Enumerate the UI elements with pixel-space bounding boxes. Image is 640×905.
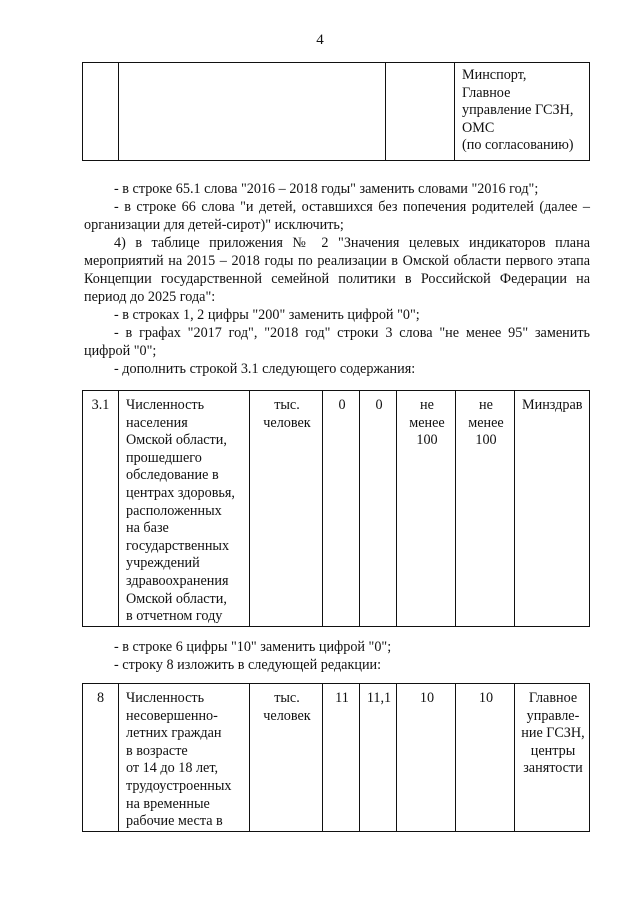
cell-line: на временные	[126, 795, 210, 812]
cell-line: занятости	[523, 760, 583, 777]
cell-line: несовершенно-	[126, 707, 218, 724]
cell-line: государственных	[126, 537, 230, 554]
cell-line: Главное	[462, 84, 511, 101]
cell-line: Омской области,	[126, 590, 227, 607]
value-2015: 0	[338, 397, 346, 413]
row-number-cell	[83, 391, 119, 627]
unit-cell	[250, 391, 323, 627]
cell-line: центры	[530, 742, 576, 759]
cell-line: 100	[416, 432, 438, 449]
cell-line: управле-	[526, 707, 580, 724]
value-2018-cell	[456, 684, 515, 832]
cell-line: Омской области,	[126, 432, 227, 449]
cell-line: 100	[475, 432, 497, 449]
responsible-cell	[515, 391, 590, 627]
paragraph-8: - строку 8 изложить в следующей редакции:	[114, 657, 382, 673]
table-cell	[83, 63, 119, 161]
table-row	[83, 684, 590, 832]
value-2018: 10	[478, 690, 494, 706]
cell-line: прошедшего	[126, 449, 202, 466]
cell-line: не	[479, 397, 493, 413]
table-cell	[119, 63, 386, 161]
description-cell	[119, 684, 250, 832]
top-table	[82, 62, 590, 161]
cell-line: на базе	[126, 520, 169, 537]
value-2017-cell	[397, 684, 456, 832]
cell-line: тыс.	[274, 690, 300, 706]
value-2017-cell	[397, 391, 456, 627]
value-2016-cell	[360, 684, 397, 832]
cell-line: расположенных	[126, 502, 222, 519]
value-2016-cell	[360, 391, 397, 627]
row-number-cell	[83, 684, 119, 832]
cell-line: тыс.	[274, 397, 300, 413]
row-8-table	[82, 683, 590, 832]
paragraph-4: - в строках 1, 2 цифры "200" заменить цифрой "0";	[114, 307, 420, 323]
cell-line: трудоустроенных	[126, 777, 232, 794]
cell-line: не	[420, 397, 434, 413]
cell-line: Главное	[528, 690, 578, 706]
row-number: 3.1	[91, 397, 110, 413]
cell-line: управление ГСЗН,	[462, 102, 574, 119]
unit-cell	[250, 684, 323, 832]
cell-line: учреждений	[126, 555, 200, 572]
value-2017: 10	[419, 690, 435, 706]
table-row	[83, 63, 590, 161]
cell-line: в отчетном году	[126, 608, 223, 625]
paragraph-5: - в графах "2017 год", "2018 год" строки 3 слова "не менее 95" заменить цифрой "0";	[84, 325, 590, 359]
cell-line: Численность	[126, 397, 205, 413]
cell-line: ОМС	[462, 119, 495, 136]
cell-line: Минспорт,	[462, 67, 527, 83]
responsible: Минздрав	[522, 397, 583, 413]
cell-line: менее	[468, 414, 504, 431]
paragraph-2: - в строке 66 слова "и детей, оставшихся без попечения родителей (далее – организации для детей-сирот)" исключить;	[84, 199, 590, 233]
row-3-1-table	[82, 390, 590, 627]
cell-line: населения	[126, 414, 188, 431]
value-2018-cell	[456, 391, 515, 627]
cell-line: человек	[263, 414, 311, 431]
responsible-cell	[455, 63, 590, 161]
table-cell	[386, 63, 455, 161]
cell-line: ние ГСЗН,	[521, 725, 585, 742]
cell-line: менее	[409, 414, 445, 431]
paragraph-7: - в строке 6 цифры "10" заменить цифрой "0";	[114, 639, 392, 655]
value-2015: 11	[335, 690, 349, 706]
value-2015-cell	[323, 391, 360, 627]
cell-line: центрах здоровья,	[126, 484, 235, 501]
page-number: 4	[316, 32, 324, 48]
description-cell	[119, 391, 250, 627]
row-number: 8	[96, 690, 105, 706]
cell-line: от 14 до 18 лет,	[126, 760, 219, 777]
paragraph-1: - в строке 65.1 слова "2016 – 2018 годы" заменить словами "2016 год";	[114, 181, 539, 197]
table-row	[83, 391, 590, 627]
cell-line: (по согласованию)	[462, 137, 574, 154]
responsible-cell	[515, 684, 590, 832]
cell-line: летних граждан	[126, 725, 222, 742]
value-2016: 0	[375, 397, 383, 413]
cell-line: человек	[263, 707, 311, 724]
paragraph-3: 4) в таблице приложения № 2 "Значения целевых индикаторов плана мероприятий на 2015 – 2018 годы по реализации в Омской области первого этапа Концепции государственной семейной политики в Российской Федерации на период до 2025 года":	[84, 235, 590, 305]
cell-line: обследование в	[126, 467, 219, 484]
value-2015-cell	[323, 684, 360, 832]
cell-line: Численность	[126, 690, 205, 706]
cell-line: рабочие места в	[126, 813, 223, 830]
cell-line: в возрасте	[126, 742, 188, 759]
cell-line: здравоохранения	[126, 572, 229, 589]
value-2016: 11,1	[366, 690, 392, 706]
paragraph-6: - дополнить строкой 3.1 следующего содержания:	[114, 361, 416, 377]
